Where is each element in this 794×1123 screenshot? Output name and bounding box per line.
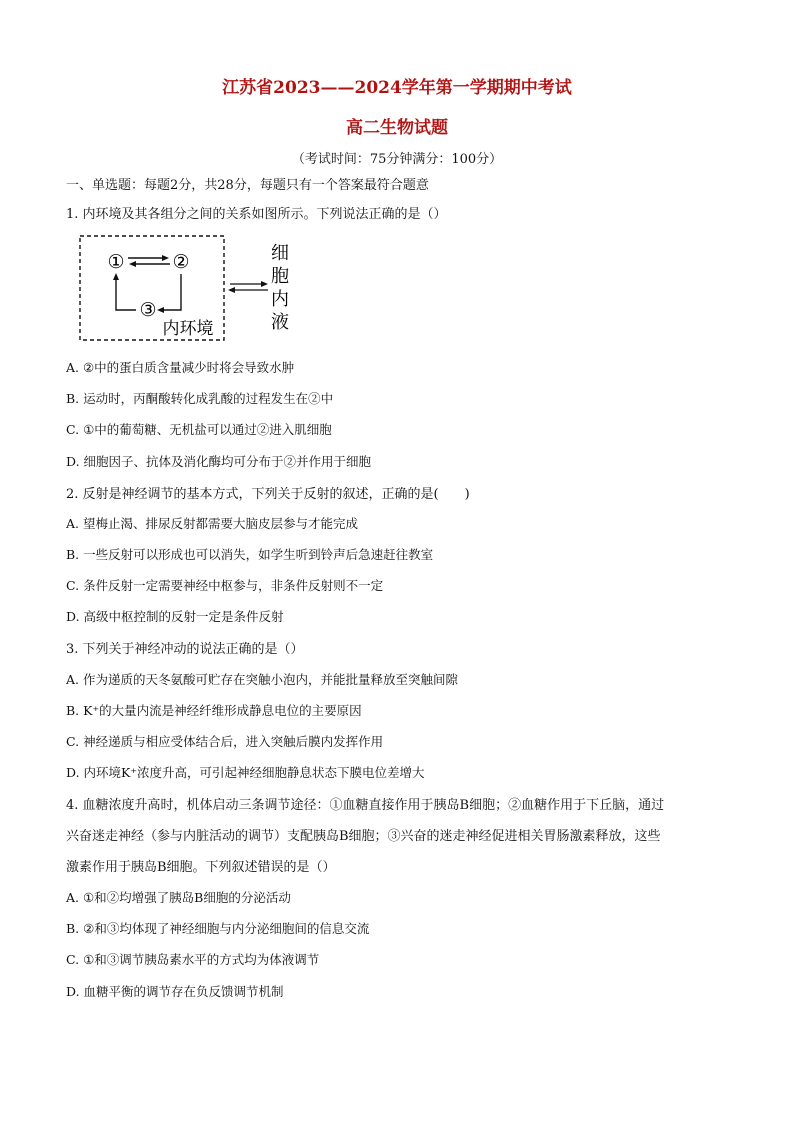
q1-stem: 1. 内环境及其各组分之间的关系如图所示。下列说法正确的是（） [66,207,447,222]
arrow-2-to-1-head [129,261,136,267]
arrow-2-to-3-head [157,307,164,313]
arrow-2-to-3 [161,274,181,310]
q3-option-a: A. 作为递质的天冬氨酸可贮存在突触小泡内，并能批量释放至突触间隙 [66,672,458,687]
exam-info: （考试时间：75分钟满分：100分） [291,152,503,167]
cell-fluid-char-3: 内 [271,289,289,310]
q3-option-b: B. K⁺的大量内流是神经纤维形成静息电位的主要原因 [66,703,362,718]
q4-option-d: D. 血糖平衡的调节存在负反馈调节机制 [66,984,284,999]
cell-fluid-char-4: 液 [271,312,289,333]
q2-stem: 2. 反射是神经调节的基本方式，下列关于反射的叙述，正确的是( ) [66,487,470,502]
cell-fluid-char-1: 细 [271,243,289,264]
arrow-1-to-2-head [162,255,169,261]
q2-option-c: C. 条件反射一定需要神经中枢参与，非条件反射则不一定 [66,578,384,593]
q4-stem-line-1: 4. 血糖浓度升高时，机体启动三条调节途径：①血糖直接作用于胰岛B细胞；②血糖作用于下丘脑，通过 [66,798,665,813]
q2-option-b: B. 一些反射可以形成也可以消失，如学生听到铃声后急速赶往教室 [66,547,434,562]
section-heading: 一、单选题：每题2分，共28分，每题只有一个答案最符合题意 [66,178,429,193]
q3-option-d: D. 内环境K⁺浓度升高，可引起神经细胞静息状态下膜电位差增大 [66,765,425,780]
q4-option-b: B. ②和③均体现了神经细胞与内分泌细胞间的信息交流 [66,921,370,936]
exam-subtitle: 高二生物试题 [346,118,448,138]
q1-option-d: D. 细胞因子、抗体及消化酶均可分布于②并作用于细胞 [66,454,372,469]
q4-option-c: C. ①和③调节胰岛素水平的方式均为体液调节 [66,952,320,967]
cell-fluid-char-2: 胞 [271,266,289,287]
q1-option-b: B. 运动时，丙酮酸转化成乳酸的过程发生在②中 [66,391,334,406]
arrow-from-cell-fluid-head [228,287,235,293]
arrow-3-to-1-head [113,273,119,280]
q4-stem-line-2: 兴奋迷走神经（参与内脏活动的调节）支配胰岛B细胞；③兴奋的迷走神经促进相关胃肠激素释放，这些 [66,829,661,844]
q2-option-a: A. 望梅止渴、排尿反射都需要大脑皮层参与才能完成 [66,516,358,531]
q4-stem-line-3: 激素作用于胰岛B细胞。下列叙述错误的是（） [66,860,336,875]
arrow-3-to-1 [116,277,136,310]
node-2: ② [172,251,190,273]
exam-title: 江苏省2023——2024学年第一学期期中考试 [222,78,572,98]
q3-option-c: C. 神经递质与相应受体结合后，进入突触后膜内发挥作用 [66,734,384,749]
arrow-to-cell-fluid-head [261,281,268,287]
q1-option-c: C. ①中的葡萄糖、无机盐可以通过②进入肌细胞 [66,422,332,437]
node-3: ③ [139,299,157,321]
q1-option-a: A. ②中的蛋白质含量减少时将会导致水肿 [66,360,295,375]
box-label: 内环境 [162,319,214,339]
internal-environment-diagram [78,234,298,342]
q4-option-a: A. ①和②均增强了胰岛B细胞的分泌活动 [66,890,291,905]
node-1: ① [107,251,125,273]
q2-option-d: D. 高级中枢控制的反射一定是条件反射 [66,609,284,624]
q3-stem: 3. 下列关于神经冲动的说法正确的是（） [66,642,304,657]
